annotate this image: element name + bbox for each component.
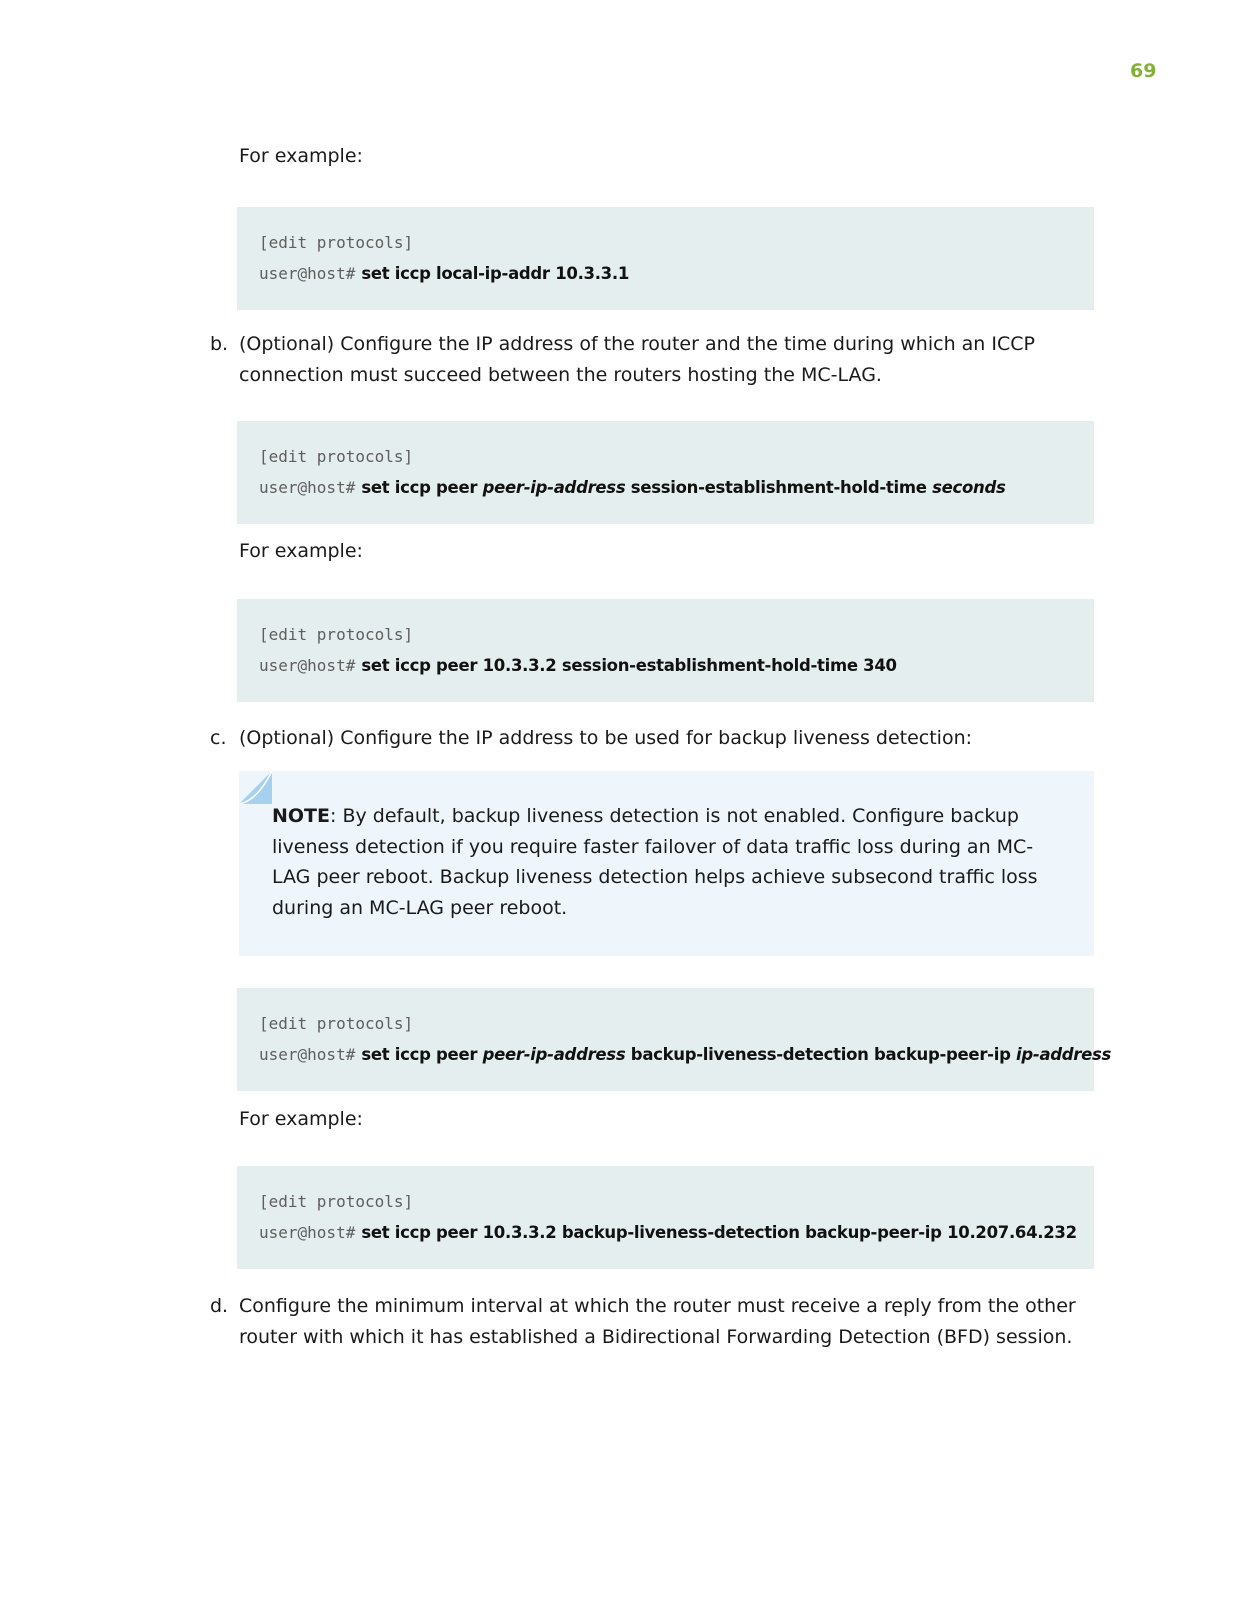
code-prompt: user@host#: [259, 478, 356, 497]
code-context: [edit protocols]: [259, 447, 414, 466]
code-command-line: [259, 258, 1094, 289]
code-context: [edit protocols]: [259, 625, 414, 644]
code-prompt: user@host#: [259, 264, 356, 283]
code-prompt: user@host#: [259, 1223, 356, 1242]
code-command: set iccp local-ip-addr 10.3.3.1: [361, 264, 630, 283]
step-text: (Optional) Configure the IP address of the router and the time during which an ICCP connection must succeed between the routers hosting the MC-LAG.: [239, 333, 1035, 386]
code-context-line: [259, 619, 1094, 650]
code-context-line: [259, 1008, 1094, 1039]
code-block: [237, 1166, 1094, 1269]
note-corner-icon: [239, 771, 272, 804]
page-number: 69: [1130, 60, 1157, 82]
note-callout: [239, 771, 1094, 956]
command-part: set iccp peer: [361, 1045, 483, 1064]
code-context: [edit protocols]: [259, 1192, 414, 1211]
command-part: session-establishment-hold-time: [625, 478, 933, 497]
code-block: [237, 207, 1094, 310]
code-context: [edit protocols]: [259, 1014, 414, 1033]
code-prompt: user@host#: [259, 656, 356, 675]
code-block: [237, 988, 1112, 1091]
step-text: (Optional) Configure the IP address to be used for backup liveness detection:: [239, 727, 973, 749]
code-prompt: user@host#: [259, 1045, 356, 1064]
code-block: [237, 421, 1094, 524]
command-variable: ip-address: [1016, 1045, 1112, 1064]
note-text: : By default, backup liveness detection is not enabled. Configure backup liveness detection if you require faster failover of data traffic loss during an MC-LAG peer reboot. Backup liveness detection helps achieve subsecond traffic loss during an MC-LAG peer reboot.: [272, 805, 1038, 919]
code-command: [361, 478, 1005, 497]
note-label: NOTE: [272, 805, 330, 827]
for-example-label: For example:: [239, 540, 363, 562]
code-command: [361, 1045, 1111, 1064]
step-c: [210, 723, 1100, 754]
code-block: [237, 599, 1094, 702]
code-context-line: [259, 1186, 1094, 1217]
for-example-label: For example:: [239, 1108, 363, 1130]
code-context-line: [259, 227, 1094, 258]
code-command-line: [259, 650, 1094, 681]
code-command: set iccp peer 10.3.3.2 session-establishment-hold-time 340: [361, 656, 897, 675]
command-variable: peer-ip-address: [482, 478, 626, 497]
step-marker: c.: [210, 727, 227, 749]
step-text: Configure the minimum interval at which the router must receive a reply from the other router with which it has established a Bidirectional Forwarding Detection (BFD) session.: [239, 1295, 1076, 1348]
code-command: set iccp peer 10.3.3.2 backup-liveness-detection backup-peer-ip 10.207.64.232: [361, 1223, 1077, 1242]
command-variable: seconds: [932, 478, 1006, 497]
command-part: backup-liveness-detection backup-peer-ip: [625, 1045, 1017, 1064]
command-variable: peer-ip-address: [482, 1045, 626, 1064]
for-example-label: For example:: [239, 145, 363, 167]
code-context: [edit protocols]: [259, 233, 414, 252]
step-d: [210, 1291, 1100, 1353]
command-part: set iccp peer: [361, 478, 483, 497]
step-b: [210, 329, 1100, 391]
code-context-line: [259, 441, 1094, 472]
code-command-line: [259, 1039, 1112, 1070]
step-marker: b.: [210, 333, 229, 355]
code-command-line: [259, 1217, 1094, 1248]
code-command-line: [259, 472, 1094, 503]
step-marker: d.: [210, 1295, 229, 1317]
